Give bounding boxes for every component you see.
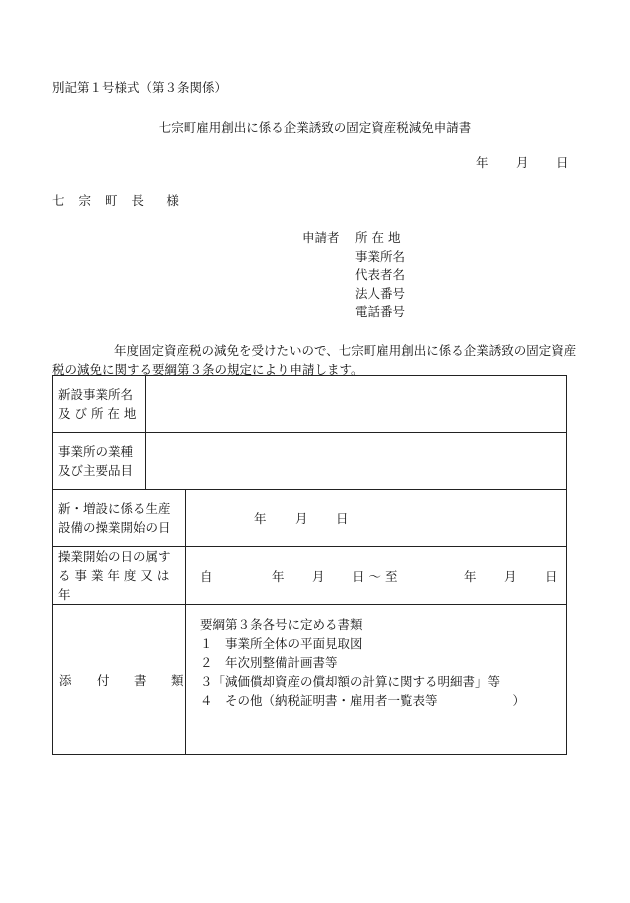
operation-start-day: 日 bbox=[336, 511, 349, 526]
application-form-table bbox=[52, 375, 567, 755]
table-row-attachments bbox=[53, 605, 567, 755]
period-from-year: 年 bbox=[272, 568, 285, 584]
table-row-new-office bbox=[53, 376, 567, 433]
header-date-year: 年 bbox=[476, 155, 489, 170]
applicant-label: 申請者 bbox=[302, 230, 340, 245]
header-date-day: 日 bbox=[556, 155, 569, 170]
business-type-input[interactable] bbox=[146, 433, 567, 490]
operation-start-year: 年 bbox=[254, 511, 267, 526]
period-to-label: 日 ～ 至 bbox=[352, 568, 398, 584]
fiscal-year-label: 操業開始の日の属す る 事 業 年 度 又 は 年 bbox=[53, 547, 186, 605]
fiscal-year-period-field[interactable] bbox=[186, 547, 567, 605]
doc-item-other: ４ その他（納税証明書・雇用者一覧表等 ） bbox=[200, 693, 526, 708]
header-date-month: 月 bbox=[516, 155, 529, 170]
applicant-field-corporate-number: 法人番号 bbox=[355, 286, 406, 301]
application-statement: 年度固定資産税の減免を受けたいので、七宗町雇用創出に係る企業誘致の固定資産税の減免に関する要綱第３条の規定により申請します。 bbox=[52, 343, 577, 377]
period-from-label: 自 bbox=[200, 568, 213, 584]
applicant-field-address: 所 在 地 bbox=[355, 230, 401, 245]
operation-start-date-field[interactable] bbox=[186, 490, 567, 547]
applicant-field-company: 事業所名 bbox=[355, 249, 406, 264]
docs-heading: 要綱第３条各号に定める書類 bbox=[200, 617, 363, 632]
business-type-label: 事業所の業種 及び主要品目 bbox=[53, 433, 146, 490]
new-office-label: 新設事業所名 及 び 所 在 地 bbox=[53, 376, 146, 433]
new-office-input[interactable] bbox=[146, 376, 567, 433]
doc-item-depreciation-statement: ３「減価償却資産の償却額の計算に関する明細書」等 bbox=[200, 674, 501, 689]
table-row-fiscal-year bbox=[53, 547, 567, 605]
period-to-day: 日 bbox=[545, 568, 558, 584]
applicant-field-phone: 電話番号 bbox=[355, 304, 406, 319]
period-from-month: 月 bbox=[312, 568, 325, 584]
addressee: 七 宗 町 長 様 bbox=[52, 193, 184, 208]
attachments-list bbox=[186, 605, 567, 755]
table-row-operation-start bbox=[53, 490, 567, 547]
table-row-business-type bbox=[53, 433, 567, 490]
applicant-field-representative: 代表者名 bbox=[355, 267, 406, 282]
attachments-label: 添 付 書 類 bbox=[53, 605, 186, 755]
doc-item-floor-plan: １ 事業所全体の平面見取図 bbox=[200, 636, 363, 651]
period-to-year: 年 bbox=[464, 568, 477, 584]
operation-start-label: 新・増設に係る生産 設備の操業開始の日 bbox=[53, 490, 186, 547]
period-to-month: 月 bbox=[504, 568, 517, 584]
operation-start-month: 月 bbox=[295, 511, 308, 526]
form-number: 別記第１号様式（第３条関係） bbox=[52, 80, 228, 95]
document-title: 七宗町雇用創出に係る企業誘致の固定資産税減免申請書 bbox=[158, 120, 472, 135]
doc-item-annual-plan: ２ 年次別整備計画書等 bbox=[200, 655, 338, 670]
